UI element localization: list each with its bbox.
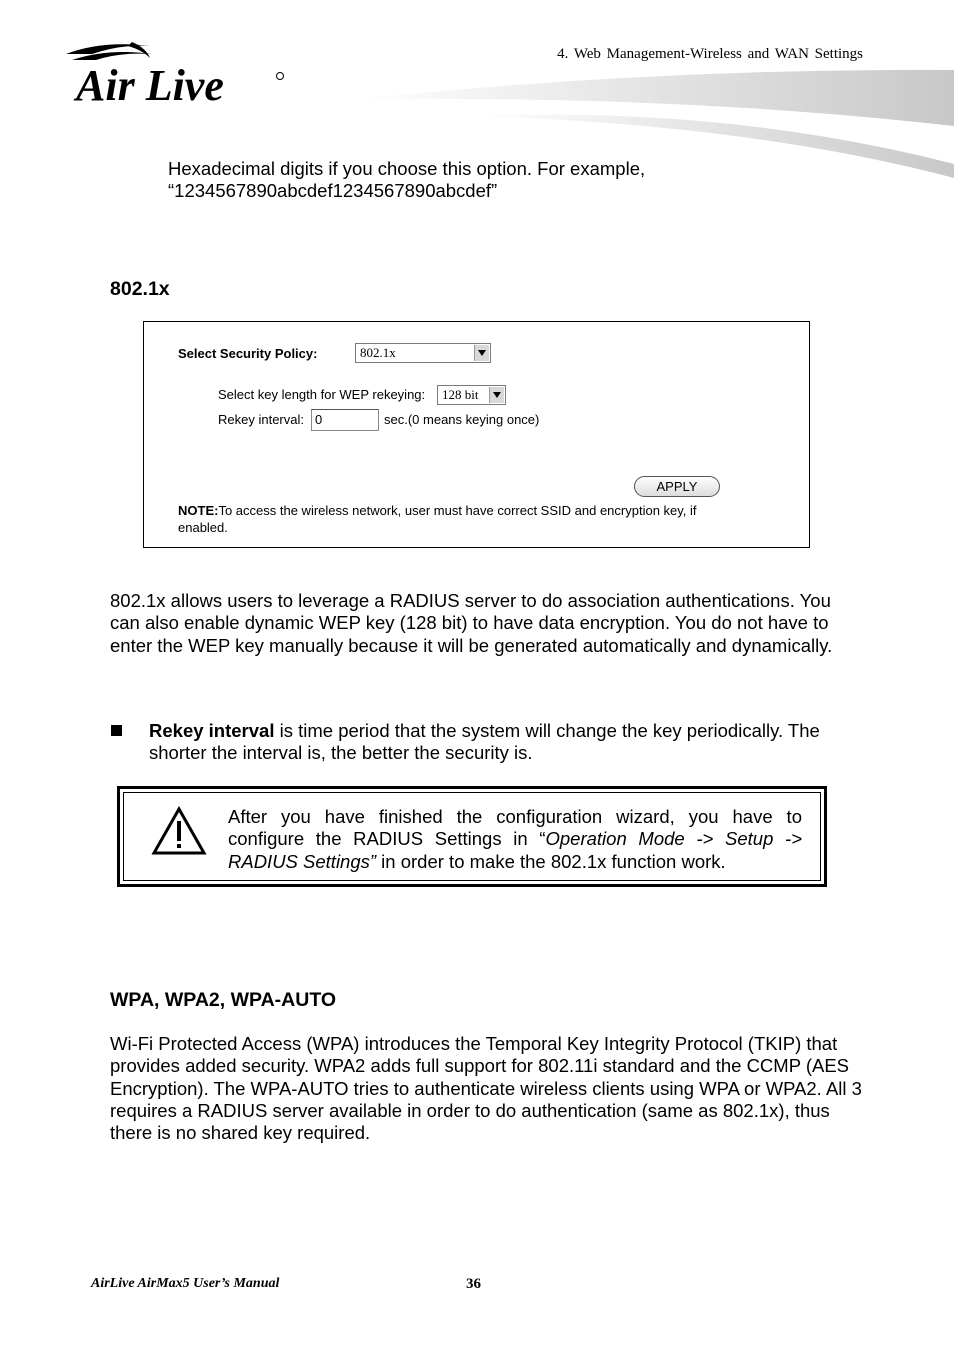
warning-text — [228, 806, 802, 873]
intro-line-1: Hexadecimal digits if you choose this option. For example, — [168, 158, 646, 179]
page-number: 36 — [466, 1276, 481, 1292]
note-body: To access the wireless network, user must have correct SSID and encryption key, if enabled. — [178, 503, 697, 535]
note-text — [178, 502, 738, 536]
paragraph-wpa: Wi-Fi Protected Access (WPA) introduces the Temporal Key Integrity Protocol (TKIP) that provides added security. WPA2 adds full support for 802.11i standard and the CCMP (AES Encryption). The WPA-AUTO tries to authenticate wireless clients using WPA or WPA2. All 3 requires a RADIUS server available in order to do authentication (same as 802.1x), thus there is no shared key required. — [110, 1033, 862, 1144]
security-settings-screenshot — [143, 321, 810, 548]
chapter-title: 4. Web Management-Wireless and WAN Settings — [557, 46, 863, 62]
note-label: NOTE: — [178, 503, 219, 518]
footer-manual-title: AirLive AirMax5 User’s Manual — [91, 1276, 280, 1291]
bullet-text: is time period that the system will change the key periodically. The shorter the interval is, the better the security is. — [149, 720, 820, 764]
rekey-interval-input[interactable]: 0 — [311, 409, 379, 431]
warning-part-1: After you have finished the configuration wizard, you have to configure the RADIUS Settings in “ — [228, 806, 802, 850]
key-length-value: 128 bit — [442, 387, 479, 402]
svg-text:Air Live: Air Live — [76, 61, 224, 108]
warning-italic: Operation Mode -> Setup -> RADIUS Settings” — [228, 828, 802, 872]
intro-line-2: “1234567890abcdef1234567890abcdef” — [168, 180, 498, 202]
section-heading-wpa: WPA, WPA2, WPA-AUTO — [110, 989, 337, 1011]
key-length-label: Select key length for WEP rekeying: — [218, 387, 426, 402]
rekey-interval-suffix: sec.(0 means keying once) — [384, 412, 540, 427]
warning-part-2: in order to make the 802.1x function work. — [376, 850, 726, 872]
bullet-rekey-interval — [149, 720, 864, 765]
intro-text — [168, 158, 868, 203]
paragraph-8021x: 802.1x allows users to leverage a RADIUS server to do association authentications. You can also enable dynamic WEP key (128 bit) to have data encryption. You do not have to enter the WEP key manually because it will be generated automatically and dynamically. — [110, 590, 833, 656]
security-policy-select[interactable] — [355, 343, 491, 363]
bullet-term: Rekey interval — [149, 720, 275, 741]
rekey-interval-label: Rekey interval: — [218, 412, 304, 427]
airlive-logo — [62, 40, 292, 108]
chevron-down-icon — [489, 387, 504, 403]
section-heading-8021x: 802.1x — [110, 278, 170, 300]
apply-button[interactable]: APPLY — [634, 476, 720, 497]
warning-box — [117, 786, 827, 887]
warning-box-inner — [123, 792, 821, 881]
warning-triangle-icon — [151, 806, 207, 856]
security-policy-label: Select Security Policy: — [178, 346, 318, 361]
key-length-select[interactable] — [437, 385, 506, 405]
security-policy-value: 802.1x — [360, 345, 396, 360]
chevron-down-icon — [474, 345, 489, 361]
square-bullet-icon — [111, 725, 122, 736]
